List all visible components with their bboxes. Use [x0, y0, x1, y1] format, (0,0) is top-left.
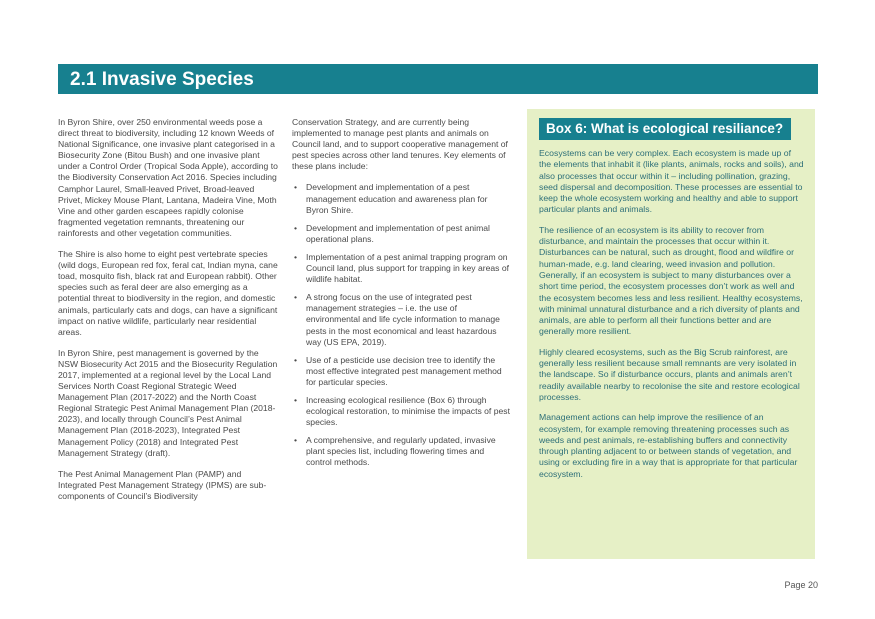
list-item: • Development and implementation of a pest management education and awareness plan for Byron Shire. [292, 182, 512, 215]
box-paragraph: Highly cleared ecosystems, such as the Big Scrub rainforest, are generally less resilient because small remnants are very isolated in the landscape. So if disturbance occurs, plants and animals aren’t readily available nearby to recolonise the site and restore ecological processes. [539, 346, 800, 402]
list-item: • Use of a pesticide use decision tree to identify the most effective integrated pest management method for particular species. [292, 355, 512, 388]
info-box [527, 109, 815, 559]
list-item: • A comprehensive, and regularly updated, invasive plant species list, including flowering times and control methods. [292, 435, 512, 468]
paragraph: The Pest Animal Management Plan (PAMP) and Integrated Pest Management Strategy (IPMS) are sub-components of Council’s Biodiversity [58, 468, 267, 501]
list-item: • Development and implementation of pest animal operational plans. [292, 223, 512, 245]
paragraph: In Byron Shire, over 250 environmental weeds pose a direct threat to biodiversity, including 12 known Weeds of National Significance, one invasive plant categorised in a Biosecurity Zone (Bitou Bush) and one invasive plant under a Control Order (Tropical Soda Apple), according to the Biodiversity Conservation Act 2016. Species including Camphor Laurel, Small-leaved Privet, Broad-leaved Privet, Mickey Mouse Plant, Lantana, Madeira Vine, Moth Vine and other garden escapees rapidly colonise fragmented vegetation remnants, threatening our rainforests and other vegetation communities. [58, 117, 278, 238]
box-title: Box 6: What is ecological resiliance? [539, 118, 791, 140]
box-paragraph: Ecosystems can be very complex. Each ecosystem is made up of the elements that inhabit it (like plants, animals, rocks and soils), and also processes that occur within it – including pollination, grazing, seed dispersal and decomposition. These processes are essential to keep the whole ecosystem working and healthy and able to support particular plants and animals. [539, 148, 804, 215]
paragraph: Conservation Strategy, and are currently being implemented to manage pest plants and animals on Council land, and to support cooperative management of pest species across other land tenures. Key elements of these plans include: [292, 117, 508, 172]
list-item: • Implementation of a pest animal trapping program on Council land, plus support for trapping in key areas of wildlife habitat. [292, 252, 512, 285]
section-title: 2.1 Invasive Species [70, 69, 254, 90]
paragraph: In Byron Shire, pest management is governed by the NSW Biosecurity Act 2015 and the Biosecurity Regulation 2017, implemented at a regional level by the Local Land Services North Coast Regional Strategic Weed Management Plan (2017-2022) and the North Coast Regional Strategic Pest Animal Management Plan (2018-2023), and locally through Council’s Pest Animal Management Plan (2018-2023), Integrated Pest Management Policy (2018) and Integrated Pest Management Strategy (draft). [58, 347, 278, 458]
box-paragraph: The resilience of an ecosystem is its ability to recover from disturbance, and maintain the processes that occur within it. Disturbances can be natural, such as drought, flood and wildfire or human-made, e.g. land clearing, weed invasion and pollution. Generally, if an ecosystem is subject to many disturbances over a short time period, the ecosystem processes don’t work as well and the ecosystem becomes less and less resilient. Healthy ecosystems, with minimal unnatural disturbance and a rich diversity of plants and animals, are able to perform all their functions better and are generally more resilient. [539, 224, 803, 337]
key-elements-list [292, 182, 512, 468]
section-banner [58, 64, 818, 94]
paragraph: The Shire is also home to eight pest vertebrate species (wild dogs, European red fox, feral cat, Indian myna, cane toad, mosquito fish, black rat and European rabbit). Other species such as feral deer are also emerging as a potential threat to biodiversity in the region, and domestic animals, particularly cats and dogs, can have a significant impact on native wildlife, particularly near residential areas. [58, 249, 278, 337]
box-paragraph: Management actions can help improve the resilience of an ecosystem, for example removing threatening processes such as weeds and pest animals, re-establishing buffers and connectivity through planting adjacent to or between stands of vegetation, and using or excluding fire in a way that is appropriate for that particular ecosystem. [539, 412, 798, 479]
text-column-left [58, 117, 280, 512]
list-item: • Increasing ecological resilience (Box 6) through ecological restoration, to minimise the impacts of pest species. [292, 395, 512, 428]
list-item: • A strong focus on the use of integrated pest management strategies – i.e. the use of environmental and life cycle information to manage pests in the most economical and least hazardous way (US EPA, 2019). [292, 292, 512, 347]
page-number: Page 20 [784, 580, 818, 590]
text-column-middle [292, 117, 512, 476]
